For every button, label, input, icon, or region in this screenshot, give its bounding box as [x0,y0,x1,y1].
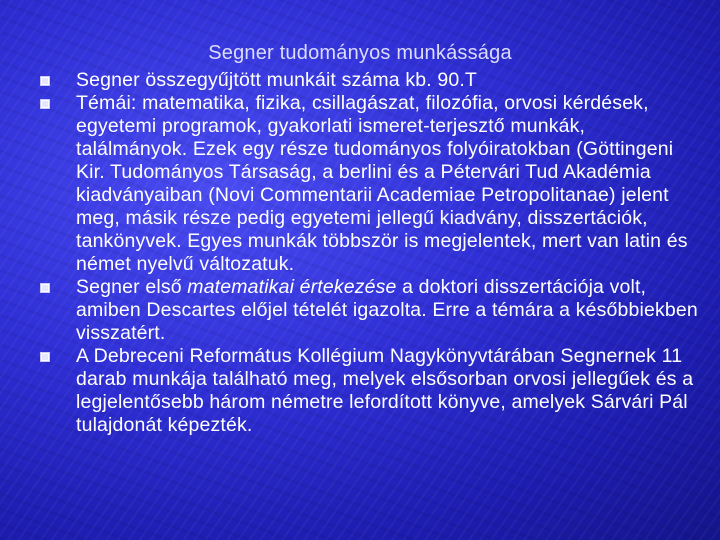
slide-title: Segner tudományos munkássága [208,42,512,64]
square-bullet-icon [40,283,50,293]
bullet-text-3-emphasis: matematikai értekezése [187,276,397,298]
bullet-text-3-before: Segner első [76,276,188,298]
bullet-text-2: Témái: matematika, fizika, csillagászat, filozófia, orvosi kérdések, egyetemi programok, gyakorlati ismeret-terjesztő munkák, találmányok. Ezek egy része tudományos folyóiratokban (Göttingeni Kir. Tudományos Társaság, a berlini és a Pétervári Tud Akadémia kiadványaiban (Novi Commentarii Academiae Petropolitanae) jelent meg, másik része pedig egyetemi jellegű kiadvány, disszertációk, tankönyvek. Egyes munkák többször is megjelentek, mert van latin és német nyelvű változatuk. [76,92,688,275]
bullet-text-1: Segner összegyűjtött munkáit száma kb. 90.T [76,69,477,91]
bullet-item-1 [40,69,700,92]
square-bullet-icon [40,76,50,86]
bullet-item-2 [40,92,700,276]
square-bullet-icon [40,352,50,362]
bullet-text-3-after: a doktori disszertációja volt, amiben Descartes előjel tételét igazolta. Erre a témára a későbbiekben visszatért. [76,276,698,344]
bullet-list [40,69,700,437]
bullet-item-4 [40,345,700,437]
bullet-item-3 [40,276,700,345]
square-bullet-icon [40,99,50,109]
bullet-text-4: A Debreceni Református Kollégium Nagykönyvtárában Segnernek 11 darab munkája található meg, melyek elsősorban orvosi jellegűek és a legjelentősebb három németre lefordított könyve, amelyek Sárvári Pál tulajdonát képezték. [76,345,694,436]
